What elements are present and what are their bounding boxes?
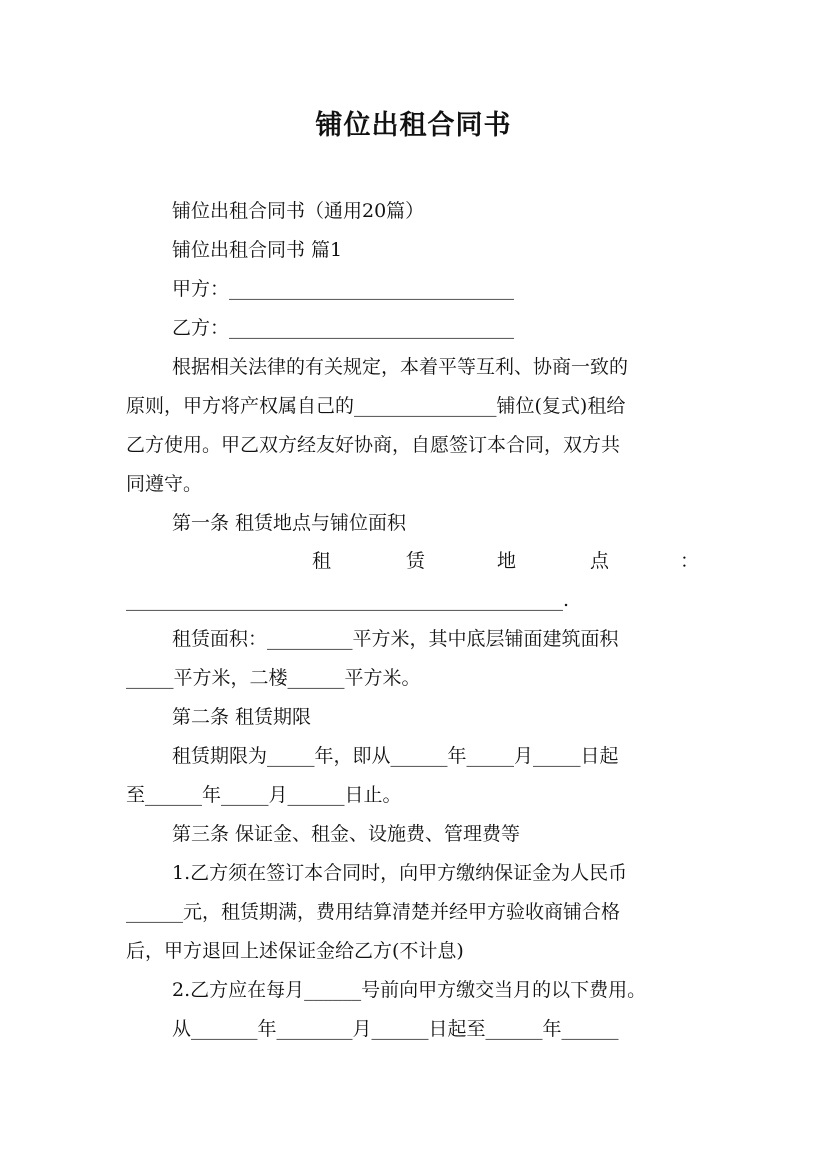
spread-char: 租 [312,550,332,572]
paragraph-line: 后，甲方退回上述保证金给乙方(不计息) [126,940,464,962]
spread-char: 赁 [406,550,426,572]
paragraph-line: 租赁期限为_____年，即从______年_____月_____日起 [172,745,619,767]
party-b-line: 乙方：______________________________ [172,317,515,339]
paragraph-line: ______________________________________________. [126,589,570,611]
party-a-line: 甲方：______________________________ [172,278,515,300]
paragraph-line: _____平方米，二楼______平方米。 [126,667,421,689]
section-heading: 铺位出租合同书 篇1 [172,239,343,261]
paragraph-line: 1.乙方须在签订本合同时，向甲方缴纳保证金为人民币 [172,862,628,884]
paragraph-line: 同遵守。 [126,473,203,495]
paragraph-line: 2.乙方应在每月______号前向甲方缴交当月的以下费用。 [172,979,647,1001]
paragraph-line: 原则，甲方将产权属自己的_______________铺位(复式)租给 [126,395,626,417]
document-title: 铺位出租合同书 [315,110,512,141]
spread-char: 地 [497,550,517,572]
spread-char: ： [680,550,700,572]
paragraph-line: 根据相关法律的有关规定，本着平等互利、协商一致的 [172,356,629,378]
paragraph-line: ______元，租赁期满，费用结算清楚并经甲方验收商铺合格 [126,901,621,923]
paragraph-line: 乙方使用。甲乙双方经友好协商，自愿签订本合同，双方共 [126,434,621,456]
article-heading: 第一条 租赁地点与铺位面积 [172,512,407,534]
spread-char: 点 [590,550,610,572]
paragraph-line: 从_______年________月______日起至______年______ [172,1018,619,1040]
article-heading: 第二条 租赁期限 [172,706,312,728]
paragraph-line: 租赁面积：_________平方米，其中底层铺面建筑面积 [172,628,619,650]
article-heading: 第三条 保证金、租金、设施费、管理费等 [172,823,521,845]
paragraph-line: 至______年_____月______日止。 [126,784,402,806]
subtitle-line: 铺位出租合同书（通用20篇） [172,200,425,222]
